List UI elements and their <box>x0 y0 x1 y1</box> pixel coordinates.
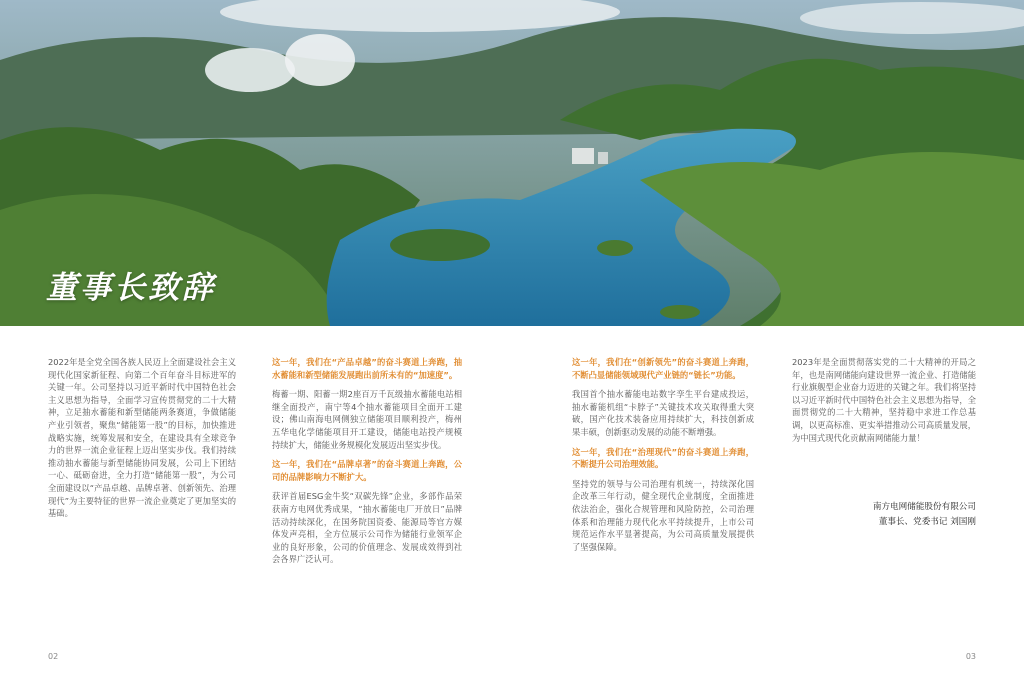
paragraph: 我国首个抽水蓄能电站数字孪生平台建成投运，抽水蓄能机组“卡脖子”关键技术攻关取得重大突破，国产化技术装备应用持续扩大，科技创新成果丰硕，创新驱动发展的动能不断增强。 <box>572 389 754 437</box>
section-heading: 这一年，我们在“产品卓越”的奋斗赛道上奔跑，抽水蓄能和新型储能发展跑出前所未有的“加速度”。 <box>272 357 462 380</box>
hero-image <box>0 0 1024 326</box>
signature-role-name: 董事长、党委书记 刘国刚 <box>878 517 976 527</box>
page-number-left: 02 <box>48 652 59 661</box>
page-title: 董事长致辞 <box>46 270 216 306</box>
signature-company: 南方电网储能股份有限公司 <box>872 502 976 512</box>
column-2 <box>272 356 462 573</box>
section-heading: 这一年，我们在“品牌卓著”的奋斗赛道上奔跑，公司的品牌影响力不断扩大。 <box>272 459 462 482</box>
column-4 <box>792 356 976 451</box>
section-heading: 这一年，我们在“创新领先”的奋斗赛道上奔跑，不断凸显储能领域现代产业链的“链长”功能。 <box>572 357 754 380</box>
paragraph: 2023年是全面贯彻落实党的二十大精神的开局之年，也是南网储能向建设世界一流企业、打造储能行业旗舰型企业奋力迈进的关键之年。我们将坚持以习近平新时代中国特色社会主义思想为指导，全面贯彻党的二十大精神，坚持稳中求进工作总基调，以更高标准、更实举措推动公司高质量发展，为中国式现代化贡献南网储能力量！ <box>792 357 976 443</box>
section-heading: 这一年，我们在“治理现代”的奋斗赛道上奔跑，不断提升公司治理效能。 <box>572 446 754 470</box>
paragraph: 梅蓄一期、阳蓄一期2座百万千瓦级抽水蓄能电站相继全面投产，南宁等4个抽水蓄能项目全面开工建设；佛山南海电网侧独立储能项目顺利投产，梅州五华电化学储能项目开工建设，储能电站投产规模持续扩大，储能业务规模化发展迈出坚实步伐。 <box>272 389 462 450</box>
paragraph: 2022年是全党全国各族人民迈上全面建设社会主义现代化国家新征程、向第二个百年奋斗目标进军的关键一年。公司坚持以习近平新时代中国特色社会主义思想为指导，全面学习宣传贯彻党的二十大精神，立足抽水蓄能和新型储能两条赛道，争做储能产业引领者，聚焦“储能第一股”的目标，加快推进战略实施，统筹发展和安全，在建设具有全球竞争力的世界一流企业征程上迈出坚实步伐。我们持续推动抽水蓄能与新型储能协同发展，公司上下团结一心、砥砺奋进，全力打造“储能第一股”，为公司全面建设以“产品卓越、品牌卓著、创新领先、治理现代”为主要特征的世界一流企业奠定了更加坚实的基础。 <box>48 357 236 519</box>
column-1 <box>48 356 236 527</box>
paragraph: 坚持党的领导与公司治理有机统一，持续深化国企改革三年行动，健全现代企业制度，全面推进依法治企，强化合规管理和风险防控，公司治理体系和治理能力现代化水平持续提升，上市公司规范运作水平显著提高，为公司高质量发展提供了坚强保障。 <box>572 478 754 552</box>
signature-block <box>873 500 976 530</box>
paragraph: 获评首届ESG金牛奖“双碳先锋”企业，多部作品荣获南方电网优秀成果，“抽水蓄能电厂开放日”品牌活动持续深化，在国务院国资委、能源局等官方媒体发声亮相，全方位展示公司作为储能行业领军企业的良好形象，公司的价值理念、发展成效得到社会各界广泛认可。 <box>272 491 462 565</box>
column-3 <box>572 356 754 560</box>
page-number-right: 03 <box>965 652 976 661</box>
